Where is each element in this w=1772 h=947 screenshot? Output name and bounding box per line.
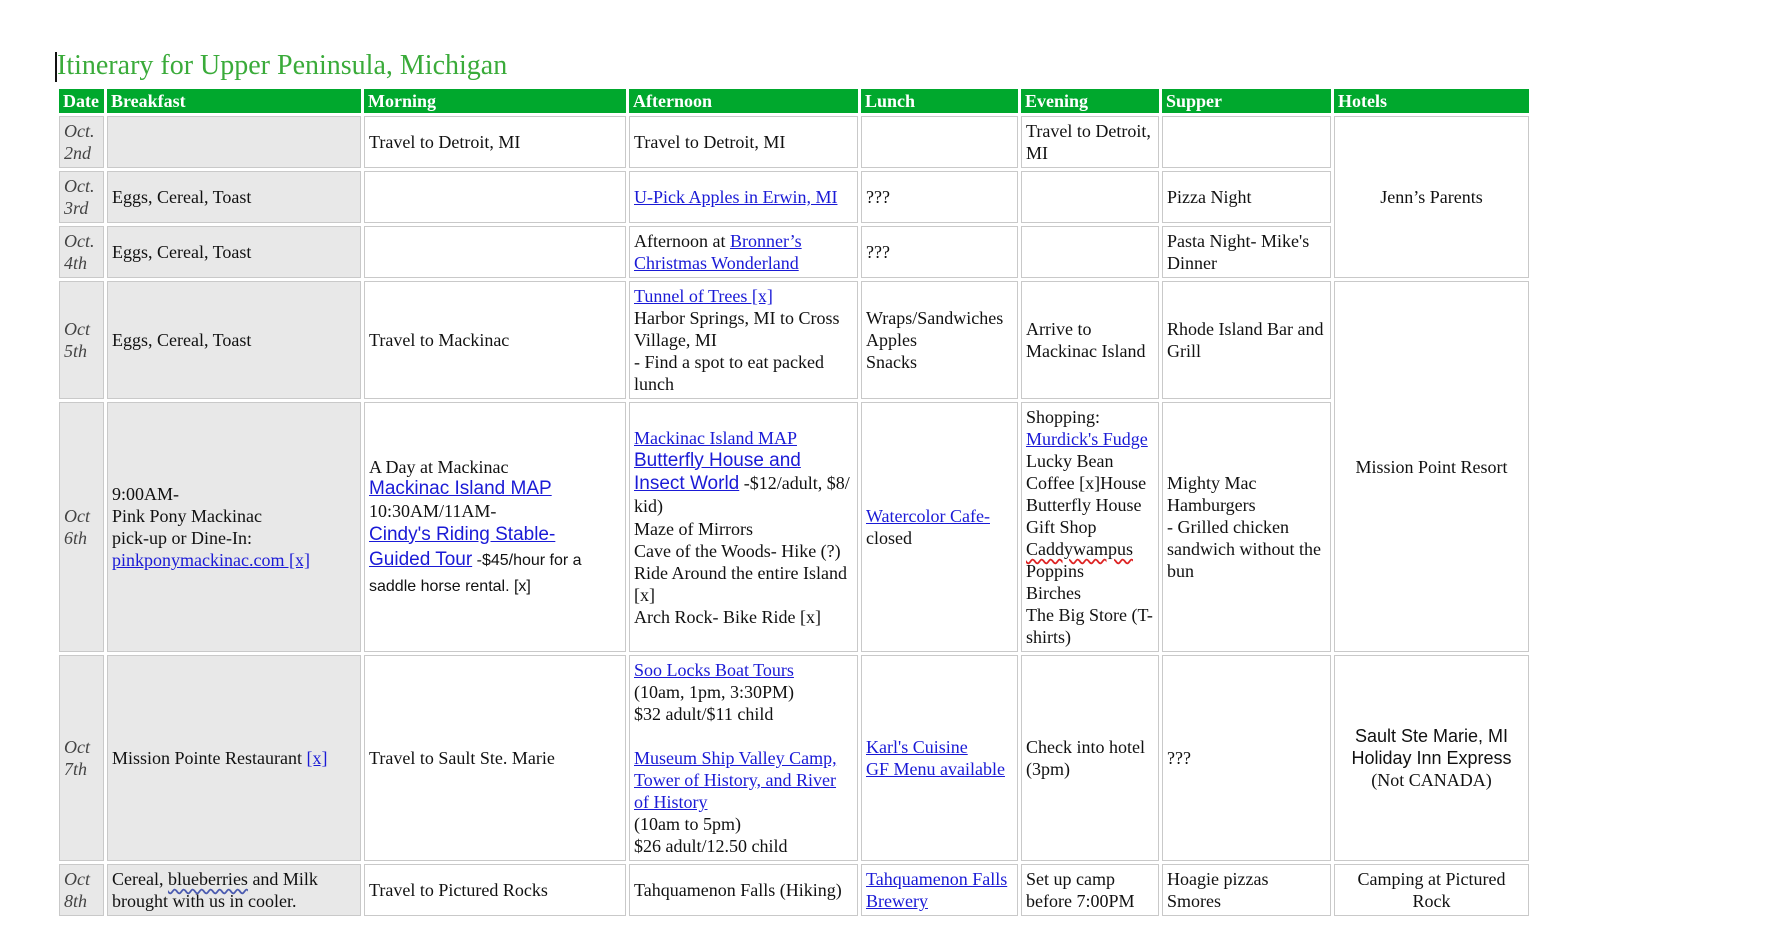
cell-evening[interactable]: Travel to Detroit, MI (1021, 116, 1159, 168)
spellcheck-word: blueberries (167, 869, 248, 889)
cindys-stable-link[interactable]: Cindy's Riding Stable- Guided Tour (369, 523, 556, 570)
cell-line: Wraps/Sandwiches (866, 308, 1004, 328)
cell-supper[interactable]: Rhode Island Bar and Grill (1162, 281, 1331, 399)
table-row (59, 171, 1529, 223)
header-evening[interactable]: Evening (1021, 89, 1159, 113)
table-row (59, 281, 1529, 399)
cell-line: Cereal, (112, 869, 168, 889)
cell-date[interactable]: Oct. 3rd (59, 171, 104, 223)
cell-line: Holiday Inn Express (1351, 748, 1512, 768)
mission-pointe-link[interactable]: [x] (306, 748, 328, 768)
soo-locks-link[interactable]: Soo Locks Boat Tours (634, 660, 794, 680)
cell-line: Birches (1026, 583, 1081, 603)
cell-morning[interactable] (364, 226, 626, 278)
cell-breakfast[interactable] (107, 864, 361, 916)
cell-supper[interactable]: Pizza Night (1162, 171, 1331, 223)
cell-lunch[interactable] (861, 116, 1018, 168)
mackinac-map-link[interactable]: Mackinac Island MAP (634, 427, 797, 448)
cell-line: and Milk brought with us in cooler. (112, 869, 318, 911)
blank-line (634, 725, 853, 747)
header-afternoon[interactable]: Afternoon (629, 89, 858, 113)
cell-date[interactable]: Oct 7th (59, 655, 104, 861)
header-supper[interactable]: Supper (1162, 89, 1331, 113)
cell-line: - Find a spot to eat packed lunch (634, 352, 824, 394)
table-row (59, 864, 1529, 916)
cell-evening[interactable] (1021, 402, 1159, 652)
cell-afternoon[interactable] (629, 226, 858, 278)
cell-lunch[interactable]: ??? (861, 226, 1018, 278)
cell-breakfast[interactable]: Eggs, Cereal, Toast (107, 281, 361, 399)
cell-date[interactable]: Oct. 4th (59, 226, 104, 278)
header-row (59, 89, 1529, 113)
cell-evening[interactable]: Set up camp before 7:00PM (1021, 864, 1159, 916)
cell-line: Lucky Bean Coffee [x]House (1026, 451, 1147, 493)
cell-line: 10:30AM/11AM- (369, 500, 497, 521)
cell-evening[interactable] (1021, 655, 1159, 861)
cell-date[interactable]: Oct 8th (59, 864, 104, 916)
cell-date[interactable]: Oct. 2nd (59, 116, 104, 168)
cell-breakfast[interactable] (107, 402, 361, 652)
header-morning[interactable]: Morning (364, 89, 626, 113)
table-row (59, 402, 1529, 652)
cell-date[interactable]: Oct 6th (59, 402, 104, 652)
cell-line: (Not CANADA) (1371, 770, 1492, 790)
mackinac-map-link[interactable]: Mackinac Island MAP (369, 477, 552, 499)
cell-line: Ride Around the entire Island [x] (634, 562, 847, 605)
cell-line: Maze of Mirrors (634, 518, 753, 539)
cell-line: (3pm) (1026, 759, 1070, 779)
cell-lunch[interactable] (861, 402, 1018, 652)
table-row (59, 116, 1529, 168)
cell-lunch[interactable]: ??? (861, 171, 1018, 223)
header-date[interactable]: Date (59, 89, 104, 113)
cell-line: Butterfly House Gift Shop (1026, 495, 1142, 537)
cell-line: Poppins (1026, 561, 1085, 581)
cell-breakfast[interactable]: Eggs, Cereal, Toast (107, 226, 361, 278)
cell-afternoon[interactable] (629, 655, 858, 861)
cell-afternoon[interactable] (629, 281, 858, 399)
document-title[interactable]: Itinerary for Upper Peninsula, Michigan (57, 50, 508, 81)
karls-cuisine-link[interactable]: Karl's Cuisine (866, 737, 968, 757)
cell-line: Hoagie pizzas (1167, 869, 1269, 889)
cell-line: Sault Ste Marie, MI (1354, 726, 1509, 746)
cell-afternoon[interactable]: Tahquamenon Falls (Hiking) (629, 864, 858, 916)
afternoon-text: Afternoon at (634, 231, 730, 251)
cell-line: (10am, 1pm, 3:30PM) (634, 682, 794, 702)
cell-line: Cave of the Woods- Hike (?) (634, 540, 841, 561)
cell-evening[interactable]: Arrive to Mackinac Island (1021, 281, 1159, 399)
cell-line: - Grilled chicken sandwich without the bun (1167, 517, 1321, 581)
cell-line: Caddywampus (1026, 539, 1133, 559)
cell-line: A Day at Mackinac (369, 456, 509, 477)
cell-evening[interactable] (1021, 226, 1159, 278)
cell-line: -$45/hour for a saddle horse rental. [x] (369, 551, 582, 595)
upick-apples-link[interactable]: U-Pick Apples in Erwin, MI (634, 187, 838, 207)
cell-morning[interactable] (364, 402, 626, 652)
header-lunch[interactable]: Lunch (861, 89, 1018, 113)
cell-morning[interactable]: Travel to Detroit, MI (364, 116, 626, 168)
cell-afternoon[interactable] (629, 171, 858, 223)
cell-hotel[interactable]: Camping at Pictured Rock (1334, 864, 1529, 916)
bronners-link[interactable]: Bronner’s Christmas Wonderland (634, 231, 802, 273)
cell-line: Harbor Springs, MI to Cross Village, MI (634, 308, 840, 350)
cell-line: -$12/adult, $8/ kid) (634, 472, 850, 516)
cell-hotel[interactable]: Mission Point Resort (1334, 281, 1529, 652)
cell-date[interactable]: Oct 5th (59, 281, 104, 399)
cell-afternoon[interactable]: Travel to Detroit, MI (629, 116, 858, 168)
cell-lunch[interactable] (861, 281, 1018, 399)
header-breakfast[interactable]: Breakfast (107, 89, 361, 113)
cell-breakfast[interactable] (107, 655, 361, 861)
table-row (59, 655, 1529, 861)
cell-line: Mighty Mac Hamburgers (1167, 473, 1257, 515)
gf-menu-link[interactable]: GF Menu available (866, 759, 1005, 779)
cell-line: pick-up or Dine-In: (112, 528, 252, 548)
cell-lunch[interactable] (861, 655, 1018, 861)
cell-line: Smores (1167, 891, 1221, 911)
tunnel-of-trees-link[interactable]: Tunnel of Trees [x] (634, 286, 773, 306)
cell-supper[interactable] (1162, 864, 1331, 916)
cell-supper[interactable]: ??? (1162, 655, 1331, 861)
cell-supper[interactable] (1162, 402, 1331, 652)
cell-morning[interactable] (364, 171, 626, 223)
cell-hotel[interactable] (1334, 655, 1529, 861)
cell-line: Arch Rock- Bike Ride [x] (634, 606, 821, 627)
cell-supper[interactable]: Pasta Night- Mike's Dinner (1162, 226, 1331, 278)
cell-line: $32 adult/$11 child (634, 704, 774, 724)
museum-ship-link[interactable]: Museum Ship Valley Camp, Tower of History, and River of History (634, 748, 837, 812)
cell-breakfast[interactable]: Eggs, Cereal, Toast (107, 171, 361, 223)
cell-breakfast[interactable] (107, 116, 361, 168)
cell-morning[interactable]: Travel to Mackinac (364, 281, 626, 399)
cell-line: 9:00AM- (112, 484, 179, 504)
cell-hotel[interactable]: Jenn’s Parents (1334, 116, 1529, 278)
cell-line: closed (866, 528, 912, 548)
pinkpony-link[interactable]: pinkponymackinac.com [x] (112, 550, 310, 570)
cell-line: The Big Store (T-shirts) (1026, 605, 1153, 647)
cell-line: (10am to 5pm) (634, 814, 741, 834)
murdicks-fudge-link[interactable]: Murdick's Fudge (1026, 429, 1148, 449)
cell-lunch[interactable] (861, 864, 1018, 916)
cell-line: Snacks (866, 352, 917, 372)
header-hotels[interactable]: Hotels (1334, 89, 1529, 113)
cell-line: Shopping: (1026, 407, 1101, 427)
cell-morning[interactable]: Travel to Sault Ste. Marie (364, 655, 626, 861)
cell-line: $26 adult/12.50 child (634, 836, 788, 856)
cell-evening[interactable] (1021, 171, 1159, 223)
cell-line: Mission Pointe Restaurant (112, 748, 307, 768)
cell-supper[interactable] (1162, 116, 1331, 168)
cell-afternoon[interactable] (629, 402, 858, 652)
butterfly-house-link[interactable]: Butterfly House and Insect World (634, 449, 801, 494)
table-row (59, 226, 1529, 278)
cell-line: Check into hotel (1026, 737, 1145, 757)
cell-line: Pink Pony Mackinac (112, 506, 262, 526)
cell-line: Apples (866, 330, 917, 350)
itinerary-table (56, 86, 1532, 919)
tahquamenon-brewery-link[interactable]: Tahquamenon Falls Brewery (866, 869, 1008, 911)
cell-morning[interactable]: Travel to Pictured Rocks (364, 864, 626, 916)
watercolor-cafe-link[interactable]: Watercolor Cafe- (866, 506, 990, 526)
